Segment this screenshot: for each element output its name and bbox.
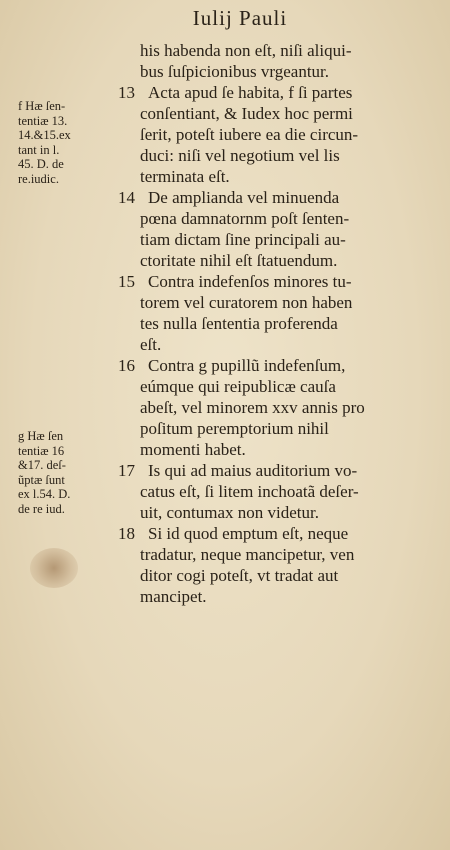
text-entry	[108, 460, 438, 523]
margin-note-f	[18, 99, 116, 186]
text-line: mancipet.	[140, 587, 207, 606]
margin-note-line: de re iud.	[18, 501, 65, 516]
text-line: tes nulla ſententia proferenda	[140, 314, 338, 333]
margin-note-line: re.iudic.	[18, 171, 59, 186]
text-entry	[108, 271, 438, 355]
entry-number: 14	[118, 188, 135, 207]
text-entry	[108, 523, 438, 607]
text-line: uit, contumax non videtur.	[140, 503, 319, 522]
margin-note-line: 45. D. de	[18, 157, 64, 171]
margin-note-line: ex l.54. D.	[18, 487, 71, 501]
text-line: 15 Contra indefenſos minores tu-	[118, 272, 352, 291]
text-line: 18 Si id quod emptum eſt, neque	[118, 524, 349, 543]
text-line: pœna damnatornm poſt ſenten-	[140, 209, 350, 228]
text-line: conſentiant, & Iudex hoc permi	[140, 104, 353, 123]
margin-note-g	[18, 429, 116, 516]
margin-note-line: 14.&15.ex	[18, 128, 71, 142]
text-entry	[108, 187, 438, 271]
text-line: 14 De amplianda vel minuenda	[118, 188, 340, 207]
text-line: catus eſt, ſi litem inchoatã deſer-	[140, 482, 359, 501]
entry-number: 18	[118, 524, 135, 543]
main-text	[108, 40, 438, 607]
text-line: torem vel curatorem non haben	[140, 293, 353, 312]
text-line: 17 Is qui ad maius auditorium vo-	[118, 461, 358, 480]
entry-number: 16	[118, 356, 135, 375]
running-head: Iulij Pauli	[192, 6, 288, 30]
margin-note-line: &17. deſ-	[18, 458, 66, 472]
text-line: tiam dictam ſine principali au-	[140, 230, 346, 249]
text-line: 13 Acta apud ſe habita, f ſi partes	[118, 83, 353, 102]
margin-note-line: tentiæ 16	[18, 443, 65, 458]
margin-note-line: tant in l.	[18, 142, 60, 157]
entry-number: 13	[118, 83, 135, 102]
margin-note-line: f Hæ ſen-	[18, 99, 66, 113]
text-line: duci: niſi vel negotium vel lis	[140, 146, 340, 165]
entry-number: 15	[118, 272, 135, 291]
text-entry	[108, 40, 438, 82]
text-entry	[108, 355, 438, 460]
text-line: his habenda non eſt, niſi aliqui-	[140, 41, 352, 60]
text-line: tradatur, neque mancipetur, ven	[140, 545, 355, 564]
text-line: terminata eſt.	[140, 167, 230, 186]
entry-number: 17	[118, 461, 135, 480]
text-line: ſerit, poteſt iubere ea die circun-	[140, 125, 359, 144]
text-line: eúmque qui reipublicæ cauſa	[140, 377, 336, 396]
ink-stain	[30, 548, 78, 588]
text-line: abeſt, vel minorem xxv annis pro	[140, 398, 365, 417]
text-line: poſitum peremptorium nihil	[140, 419, 329, 438]
text-line: eſt.	[140, 335, 162, 354]
text-entry	[108, 82, 438, 187]
text-line: 16 Contra g pupillũ indefenſum,	[118, 356, 346, 375]
margin-note-line: g Hæ ſen	[18, 429, 64, 443]
text-line: momenti habet.	[140, 440, 246, 459]
margin-note-line: tentiæ 13.	[18, 113, 68, 128]
text-line: ditor cogi poteſt, vt tradat aut	[140, 566, 339, 585]
text-line: bus ſuſpicionibus vrgeantur.	[140, 62, 330, 81]
text-line: ctoritate nihil eſt ſtatuendum.	[140, 251, 338, 270]
margin-note-line: ũptæ ſunt	[18, 472, 65, 487]
